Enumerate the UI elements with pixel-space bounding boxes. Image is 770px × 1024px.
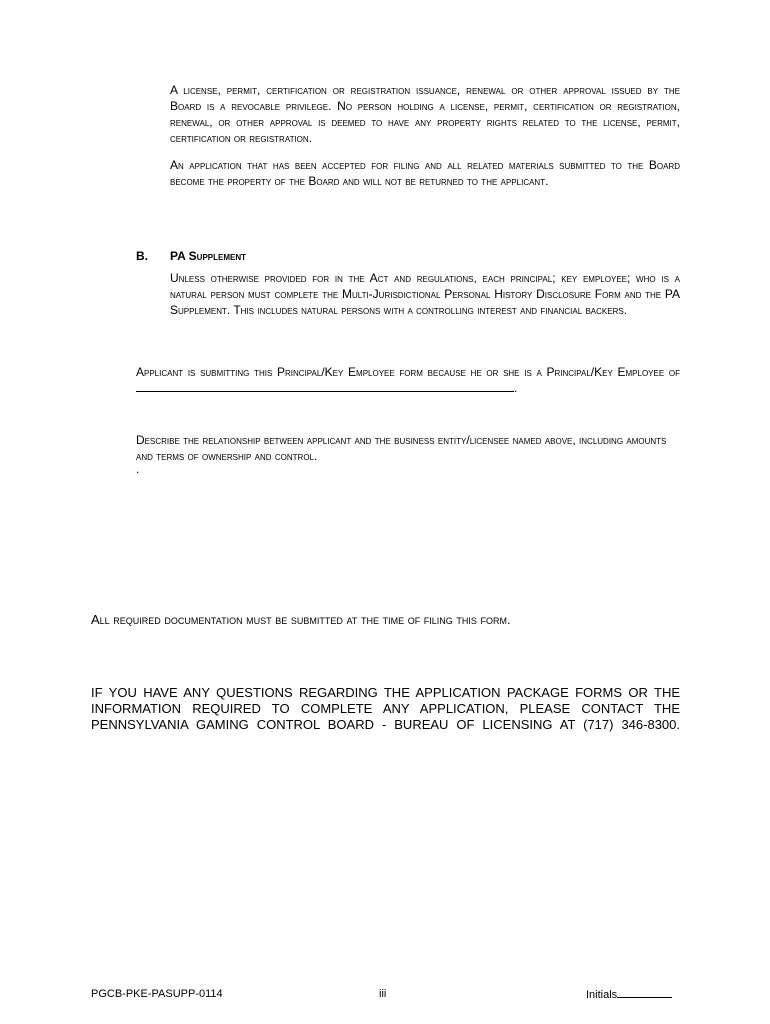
- applicant-statement-text: Applicant is submitting this Principal/Key Employee form because he or she is a Principal/Key Employee of: [136, 365, 680, 379]
- describe-relationship-field[interactable]: .: [136, 462, 140, 476]
- footer-initials: [586, 987, 672, 1002]
- initials-field[interactable]: [617, 987, 672, 998]
- footer-form-id: PGCB-PKE-PASUPP-0114: [91, 988, 223, 1000]
- initials-label: Initials: [586, 989, 618, 1001]
- application-property-paragraph: An application that has been accepted for filing and all related materials submitted to the Board become the property of the Board and will not be returned to the applicant.: [170, 158, 680, 188]
- describe-relationship-instructions: Describe the relationship between applicant and the business entity/licensee named above, including amounts and terms of ownership and control.: [136, 433, 667, 463]
- principal-of-field[interactable]: [136, 380, 514, 392]
- footer-page-number: iii: [379, 988, 387, 1000]
- applicant-statement-end: .: [514, 381, 518, 395]
- contact-information-notice: IF YOU HAVE ANY QUESTIONS REGARDING THE APPLICATION PACKAGE FORMS OR THE INFORMATION REQUIRED TO COMPLETE ANY APPLICATION, PLEASE CONTACT THE PENNSYLVANIA GAMING CONTROL BOARD - BUREAU OF LICENSING AT (717) 346-8300.: [91, 685, 680, 732]
- section-b-number: B.: [136, 249, 148, 263]
- required-documentation-notice: All required documentation must be submitted at the time of filing this form.: [91, 612, 511, 627]
- applicant-statement: [136, 364, 680, 396]
- section-b-heading: [136, 248, 696, 264]
- license-privilege-paragraph: A license, permit, certification or registration issuance, renewal or other approval issued by the Board is a revocable privilege. No person holding a license, permit, certification or registration, renewal, or other approval is deemed to have any property rights related to the license, permit, certification or registration.: [170, 83, 680, 145]
- section-b-body: Unless otherwise provided for in the Act and regulations, each principal; key employee; who is a natural person must complete the Multi-Jurisdictional Personal History Disclosure Form and the PA Supplement. This includes natural persons with a controlling interest and financial backers.: [170, 271, 680, 317]
- section-b-title: PA Supplement: [170, 249, 247, 263]
